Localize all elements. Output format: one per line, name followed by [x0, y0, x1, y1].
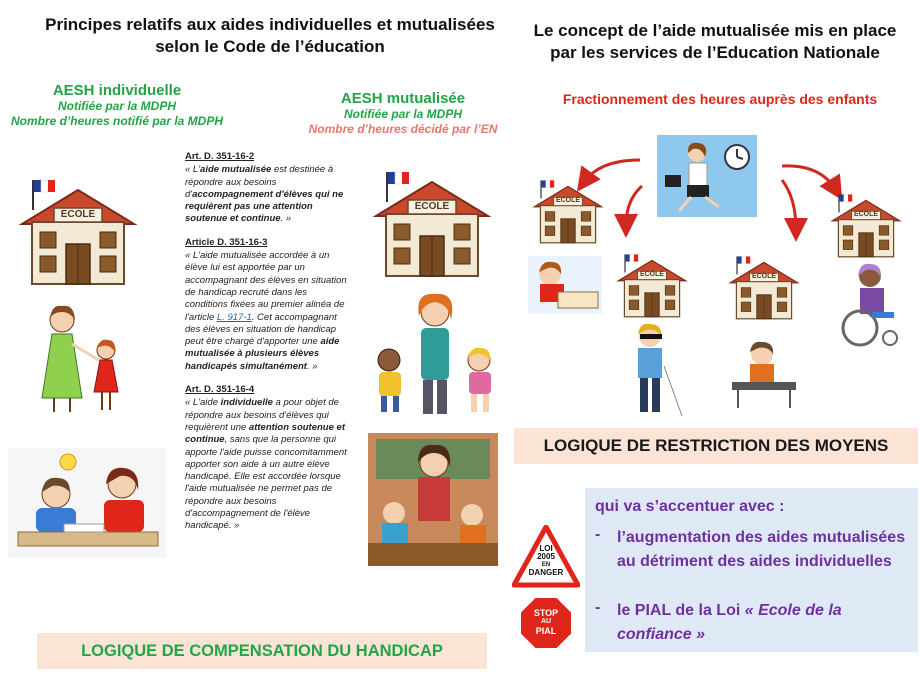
article-2-text: « L'aide mutualisée accordée à un élève lui est apportée par un accompagnant des élèves en situation de handicap recruté dans les conditions fixées au premier alinéa de l'article: [185, 250, 347, 323]
right-title-line1: Le concept de l’aide mutualisée mis en place: [533, 21, 897, 40]
accentuation-bullet-2-text: le PIAL de la Loi: [617, 602, 745, 619]
aesh-mutualisee-heading: AESH mutualisée: [340, 90, 466, 107]
stop-sign-line: PIAL: [535, 626, 557, 636]
aesh-mutualisee-block: [308, 90, 498, 137]
school-illustration-small-4: [830, 192, 902, 258]
stop-sign-line: STOP: [533, 608, 559, 618]
article-2-text: . »: [306, 360, 318, 372]
blind-child-illustration: [620, 322, 686, 418]
article-1-text: . »: [280, 213, 292, 225]
accentuation-intro: qui va s’accentuer avec :: [595, 498, 785, 515]
child-studying-illustration: [528, 256, 602, 314]
accentuation-box: [585, 488, 918, 652]
article-2-link[interactable]: L. 917-1: [216, 311, 252, 323]
left-title: [20, 14, 520, 58]
stop-sign-text: [521, 608, 571, 636]
danger-sign-line: 2005: [537, 552, 555, 561]
danger-sign-line: DANGER: [528, 568, 564, 577]
aesh-with-children-illustration: [365, 290, 505, 418]
article-2-bold: aide mutualisée à plusieurs élèves handicapés simultanément: [185, 336, 340, 372]
article-3-bold: attention soutenue et continue: [185, 421, 345, 446]
article-3-text: « L'aide: [185, 397, 221, 409]
compensation-banner: LOGIQUE DE COMPENSATION DU HANDICAP: [37, 633, 487, 669]
child-wheelchair-illustration: [836, 262, 902, 348]
child-desk-illustration: [728, 336, 800, 410]
danger-sign-line: EN: [541, 562, 551, 568]
article-3-bold: individuelle: [220, 397, 273, 409]
school-sign: ECOLE: [853, 211, 879, 218]
article-1-bold: aide mutualisée: [200, 164, 272, 176]
danger-sign-line: LOI: [539, 544, 553, 553]
school-illustration-small-3: [728, 254, 800, 320]
accentuation-bullet-2: [617, 599, 907, 647]
accentuation-dash-2: -: [595, 599, 601, 616]
right-title: [515, 20, 915, 64]
left-title-line1: Principes relatifs aux aides individuelles et mutualisées: [45, 15, 495, 34]
stop-sign: [519, 596, 573, 650]
restriction-banner: LOGIQUE DE RESTRICTION DES MOYENS: [514, 428, 918, 464]
school-sign: ECOLE: [60, 209, 96, 220]
aesh-mutualisee-notified: Notifiée par la MDPH: [343, 107, 463, 121]
article-1-text: « L': [185, 164, 201, 176]
article-3: [185, 384, 350, 533]
article-2: [185, 237, 350, 373]
aesh-with-child-illustration: [30, 300, 140, 415]
articles-column: [185, 151, 350, 544]
aesh-mutualisee-hours: Nombre d’heures décidé par l’EN: [308, 122, 498, 136]
aesh-individuelle-hours: Nombre d’heures notifié par la MDPH: [10, 114, 224, 128]
article-3-text: , sans que la personne qui apporte l'aide puisse concomitamment apporter son aide à un autre élève handicapé. Elle est accordée lorsque l'aide mutualisée ne permet pas de répondre aux besoins d'accompagnement de l'élève handicapé. »: [185, 434, 347, 532]
classroom-illustration: [368, 433, 498, 566]
article-1-bold: accompagnement d'élèves qui ne requièrent pas une attention soutenue et continue: [185, 188, 344, 225]
individual-help-desk-illustration: [8, 448, 166, 558]
school-sign: ECOLE: [639, 271, 665, 278]
article-2-heading: Article D. 351-16-3: [185, 236, 268, 248]
stop-sign-line: AU: [540, 618, 552, 625]
left-title-line2: selon le Code de l’éducation: [155, 37, 385, 56]
aesh-individuelle-notified: Notifiée par la MDPH: [57, 99, 177, 113]
accentuation-dash-1: -: [595, 526, 601, 543]
school-sign: ECOLE: [414, 201, 450, 212]
school-illustration-left: [18, 176, 138, 286]
article-3-text: a pour objet de répondre aux besoins d'élèves qui requièrent une: [185, 397, 339, 433]
article-1: [185, 151, 350, 226]
aesh-individuelle-block: [0, 82, 234, 129]
danger-sign-text: [526, 545, 566, 577]
article-3-heading: Art. D. 351-16-4: [185, 384, 255, 396]
school-illustration-small-1: [532, 178, 604, 244]
article-1-text: est destinée à répondre aux besoins d': [185, 164, 334, 200]
danger-sign: [512, 525, 580, 589]
accentuation-bullet-2-italic: « Ecole de la confiance »: [617, 602, 842, 643]
fractionnement-label: Fractionnement des heures auprès des enfants: [562, 91, 878, 107]
school-sign: ECOLE: [555, 197, 581, 204]
aesh-individuelle-heading: AESH individuelle: [52, 82, 182, 99]
accentuation-bullet-1: l’augmentation des aides mutualisées au détriment des aides individuelles: [617, 529, 906, 570]
right-title-line2: par les services de l’Education Nationale: [550, 43, 880, 62]
school-sign: ECOLE: [751, 273, 777, 280]
article-2-text: . Cet accompagnant des élèves en situation de handicap peut être chargé d'apporter une: [185, 311, 337, 348]
article-1-heading: Art. D. 351-16-2: [185, 151, 255, 162]
school-illustration-small-2: [616, 252, 688, 318]
school-illustration-middle: [372, 168, 492, 278]
